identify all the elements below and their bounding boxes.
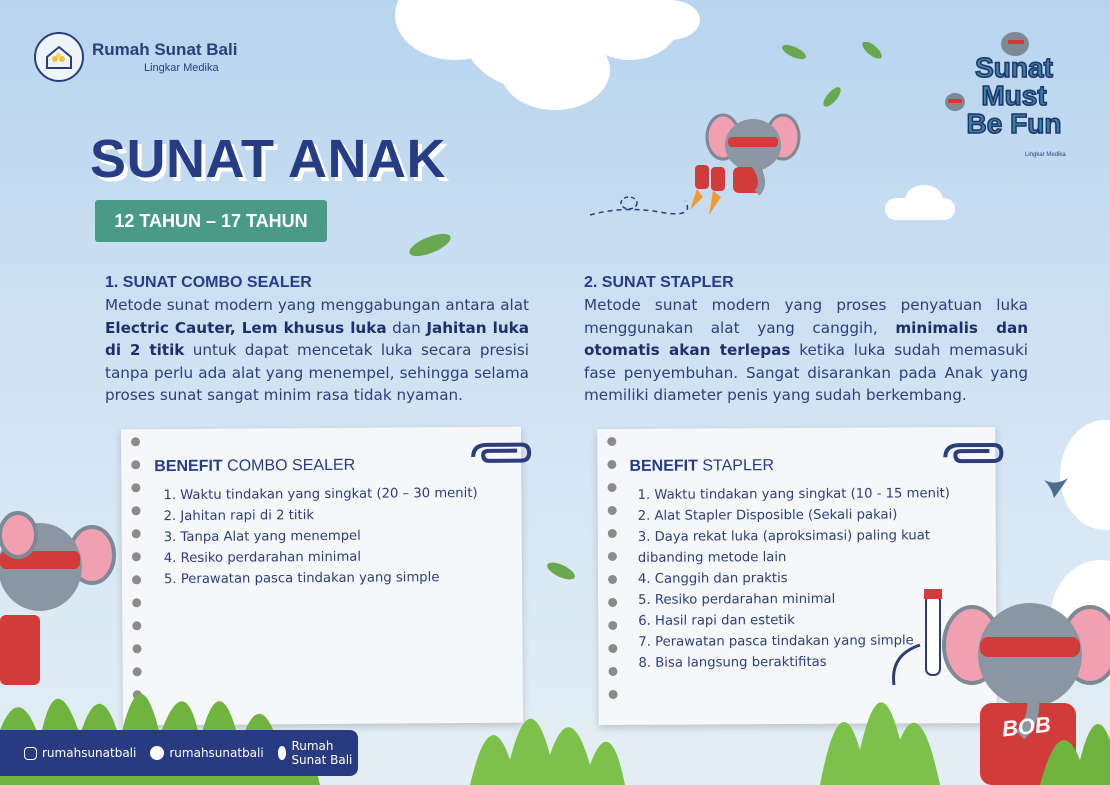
badge-line1: Sunat [975,52,1053,83]
benefit-heading: BENEFIT COMBO SEALER [154,456,356,476]
list-item: 1. Waktu tindakan yang singkat (10 - 15 menit) [637,486,950,503]
brand-logo[interactable] [34,32,237,82]
paperclip-icon [467,439,533,471]
bird-icon [1040,472,1072,502]
leaf-icon [544,560,578,582]
badge-line2: Must [981,80,1047,111]
list-item: 3. Tanpa Alat yang menempel [163,528,361,546]
house-icon [34,32,84,82]
list-item: 8. Bisa langsung beraktifitas [638,654,827,671]
section-stapler [584,274,1028,407]
brand-sub: Lingkar Medika [144,62,219,74]
section-description: Metode sunat modern yang menggabungan antara alat Electric Cauter, Lem khusus luka dan Jahitan luka di 2 titik untuk dapat mencetak luka secara presisi tanpa perlu ada alat yang menempel, sehingga selama proses sunat sangat minim rasa tidak nyaman. [105,296,529,405]
section-heading: 2. SUNAT STAPLER [584,274,734,291]
list-item: 4. Canggih dan praktis [637,571,788,587]
list-item: dibanding metode lain [637,550,787,566]
section-description: Metode sunat modern yang proses penyatuan luka menggunakan alat yang canggih, minimalis dan otomatis akan terlepas ketika luka sudah memasuki fase penyembuhan. Sangat disarankan pada Anak yang memiliki diameter penis yang sudah berkembang. [584,296,1029,405]
social-label: rumahsunatbali [42,746,137,760]
tiktok-icon [150,746,164,760]
leaf-icon [780,42,890,112]
paperclip-icon [939,439,1005,471]
badge-line3: Be Fun [966,108,1062,139]
sunat-must-be-fun-logo [940,30,1075,165]
mascot-shirt-text: BOB [1000,711,1053,742]
badge-sub: Lingkar Medika [1025,152,1066,158]
leaf-icon [405,230,455,260]
social-bar [0,730,358,776]
social-label: Rumah Sunat Bali [291,739,353,767]
list-item: 3. Daya rekat luka (aproksimasi) paling kuat [637,528,931,545]
social-link-youtube[interactable] [278,739,358,767]
list-item: 7. Perawatan pasca tindakan yang simple [638,633,914,650]
benefit-list [163,483,478,590]
social-link-tiktok[interactable] [150,746,263,760]
list-item: 2. Jahitan rapi di 2 titik [163,508,315,525]
section-combo-sealer [105,274,529,407]
list-item: 5. Resiko perdarahan minimal [638,591,836,608]
list-item: 1. Waktu tindakan yang singkat (20 – 30 menit) [163,485,478,504]
list-item: 5. Perawatan pasca tindakan yang simple [163,570,440,588]
list-item: 2. Alat Stapler Disposible (Sekali pakai) [637,507,898,524]
section-heading: 1. SUNAT COMBO SEALER [105,274,312,291]
social-label: rumahsunatbali [169,746,264,760]
list-item: 4. Resiko perdarahan minimal [163,549,362,567]
social-link-instagram[interactable] [24,746,136,760]
page-title: SUNAT ANAK [90,129,446,189]
age-range-badge: 12 TAHUN – 17 TAHUN [95,200,327,242]
flying-elephant-mascot [585,105,805,225]
youtube-icon [278,746,287,760]
instagram-icon [24,747,37,760]
list-item: 6. Hasil rapi dan estetik [638,613,795,629]
brand-name: Rumah Sunat Bali [92,40,238,59]
benefit-heading: BENEFIT STAPLER [629,457,775,475]
